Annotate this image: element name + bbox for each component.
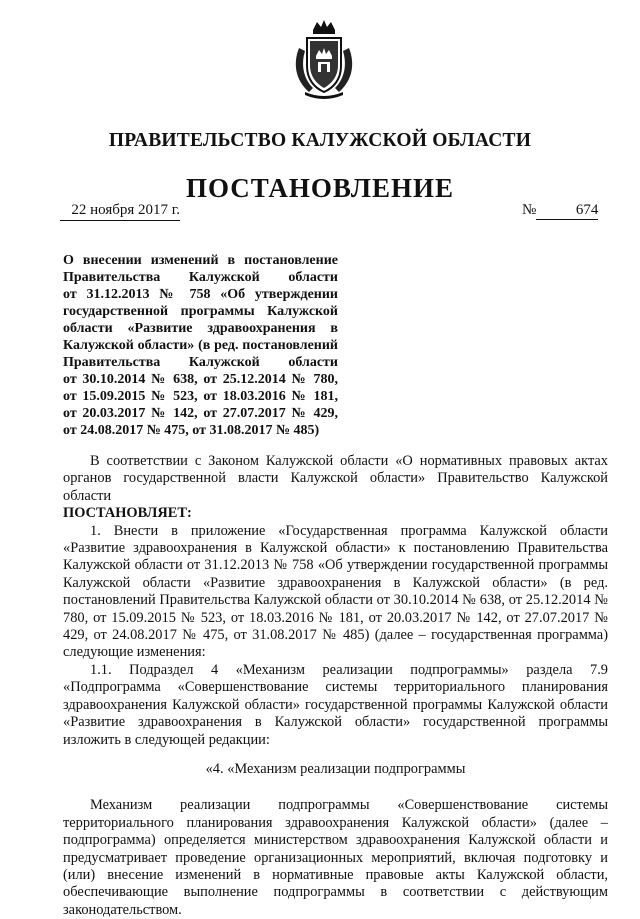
section-paragraph: Механизм реализации подпрограммы «Совершенствование системы территориального планирования здравоохранения Калужской области» (далее – подпрограмма) определяется министерством здравоохранения Калужской области и предусматривает проведение организационных мероприятий, включая подготовку и (или) внесение изменений в нормативные правовые акты Калужской области, обеспечивающие выполнение подпрограммы в соответствии с действующим законодательством. (63, 797, 608, 918)
organization-title: ПРАВИТЕЛЬСТВО КАЛУЖСКОЙ ОБЛАСТИ (108, 130, 532, 151)
document-number (522, 202, 598, 220)
resolves-heading: ПОСТАНОВЛЯЕТ: (63, 505, 192, 522)
document-subject (63, 252, 338, 439)
subject-line: области «Развитие здравоохранения в (63, 321, 338, 336)
number-value: 674 (536, 202, 598, 220)
subject-line: от 30.10.2014 № 638, от 25.12.2014 № 780, (63, 372, 338, 387)
subject-line: О внесении изменений в постановление (63, 253, 338, 268)
subject-line: Калужской области» (в ред. постановлений (63, 338, 338, 353)
coat-of-arms-icon (291, 18, 357, 100)
subject-line: от 24.08.2017 № 475, от 31.08.2017 № 485) (63, 423, 320, 438)
intro-paragraph: В соответствии с Законом Калужской области «О нормативных правовых актах органов государственной власти Калужской области» Правительство Калужской области (63, 453, 608, 504)
number-sign: № (522, 202, 537, 218)
subject-line: от 31.12.2013 № 758 «Об утверждении (63, 287, 338, 302)
subject-line: Правительства Калужской области (63, 270, 338, 285)
item-1-1-paragraph: 1.1. Подраздел 4 «Механизм реализации подпрограммы» раздела 7.9 «Подпрограмма «Совершенствование системы территориального планирования здравоохранения Калужской области» государственной программы Калужской области «Развитие здравоохранения в Калужской области» государственной программы изложить в следующей редакции: (63, 661, 608, 748)
document-type-title: ПОСТАНОВЛЕНИЕ (185, 173, 455, 203)
document-body (63, 453, 608, 919)
subject-line: от 20.03.2017 № 142, от 27.07.2017 № 429, (63, 406, 338, 421)
subject-line: Правительства Калужской области (63, 355, 338, 370)
subject-line: государственной программы Калужской (63, 304, 338, 319)
section-heading: «4. «Механизм реализации подпрограммы (205, 760, 466, 777)
subject-line: от 15.09.2015 № 523, от 18.03.2016 № 181, (63, 389, 338, 404)
document-date: 22 ноября 2017 г. (60, 202, 180, 221)
item-1-paragraph: 1. Внести в приложение «Государственная программа Калужской области «Развитие здравоохранения в Калужской области» к постановлению Правительства Калужской области от 31.12.2013 № 758 «Об утверждении государственной программы Калужской области «Развитие здравоохранения в Калужской области» (в ред. постановлений Правительства Калужской области от 30.10.2014 № 638, от 25.12.2014 № 780, от 15.09.2015 № 523, от 18.03.2016 № 181, от 20.03.2017 № 142, от 27.07.2017 № 429, от 24.08.2017 № 475, от 31.08.2017 № 485) (далее – государственная программа) следующие изменения: (63, 522, 608, 661)
